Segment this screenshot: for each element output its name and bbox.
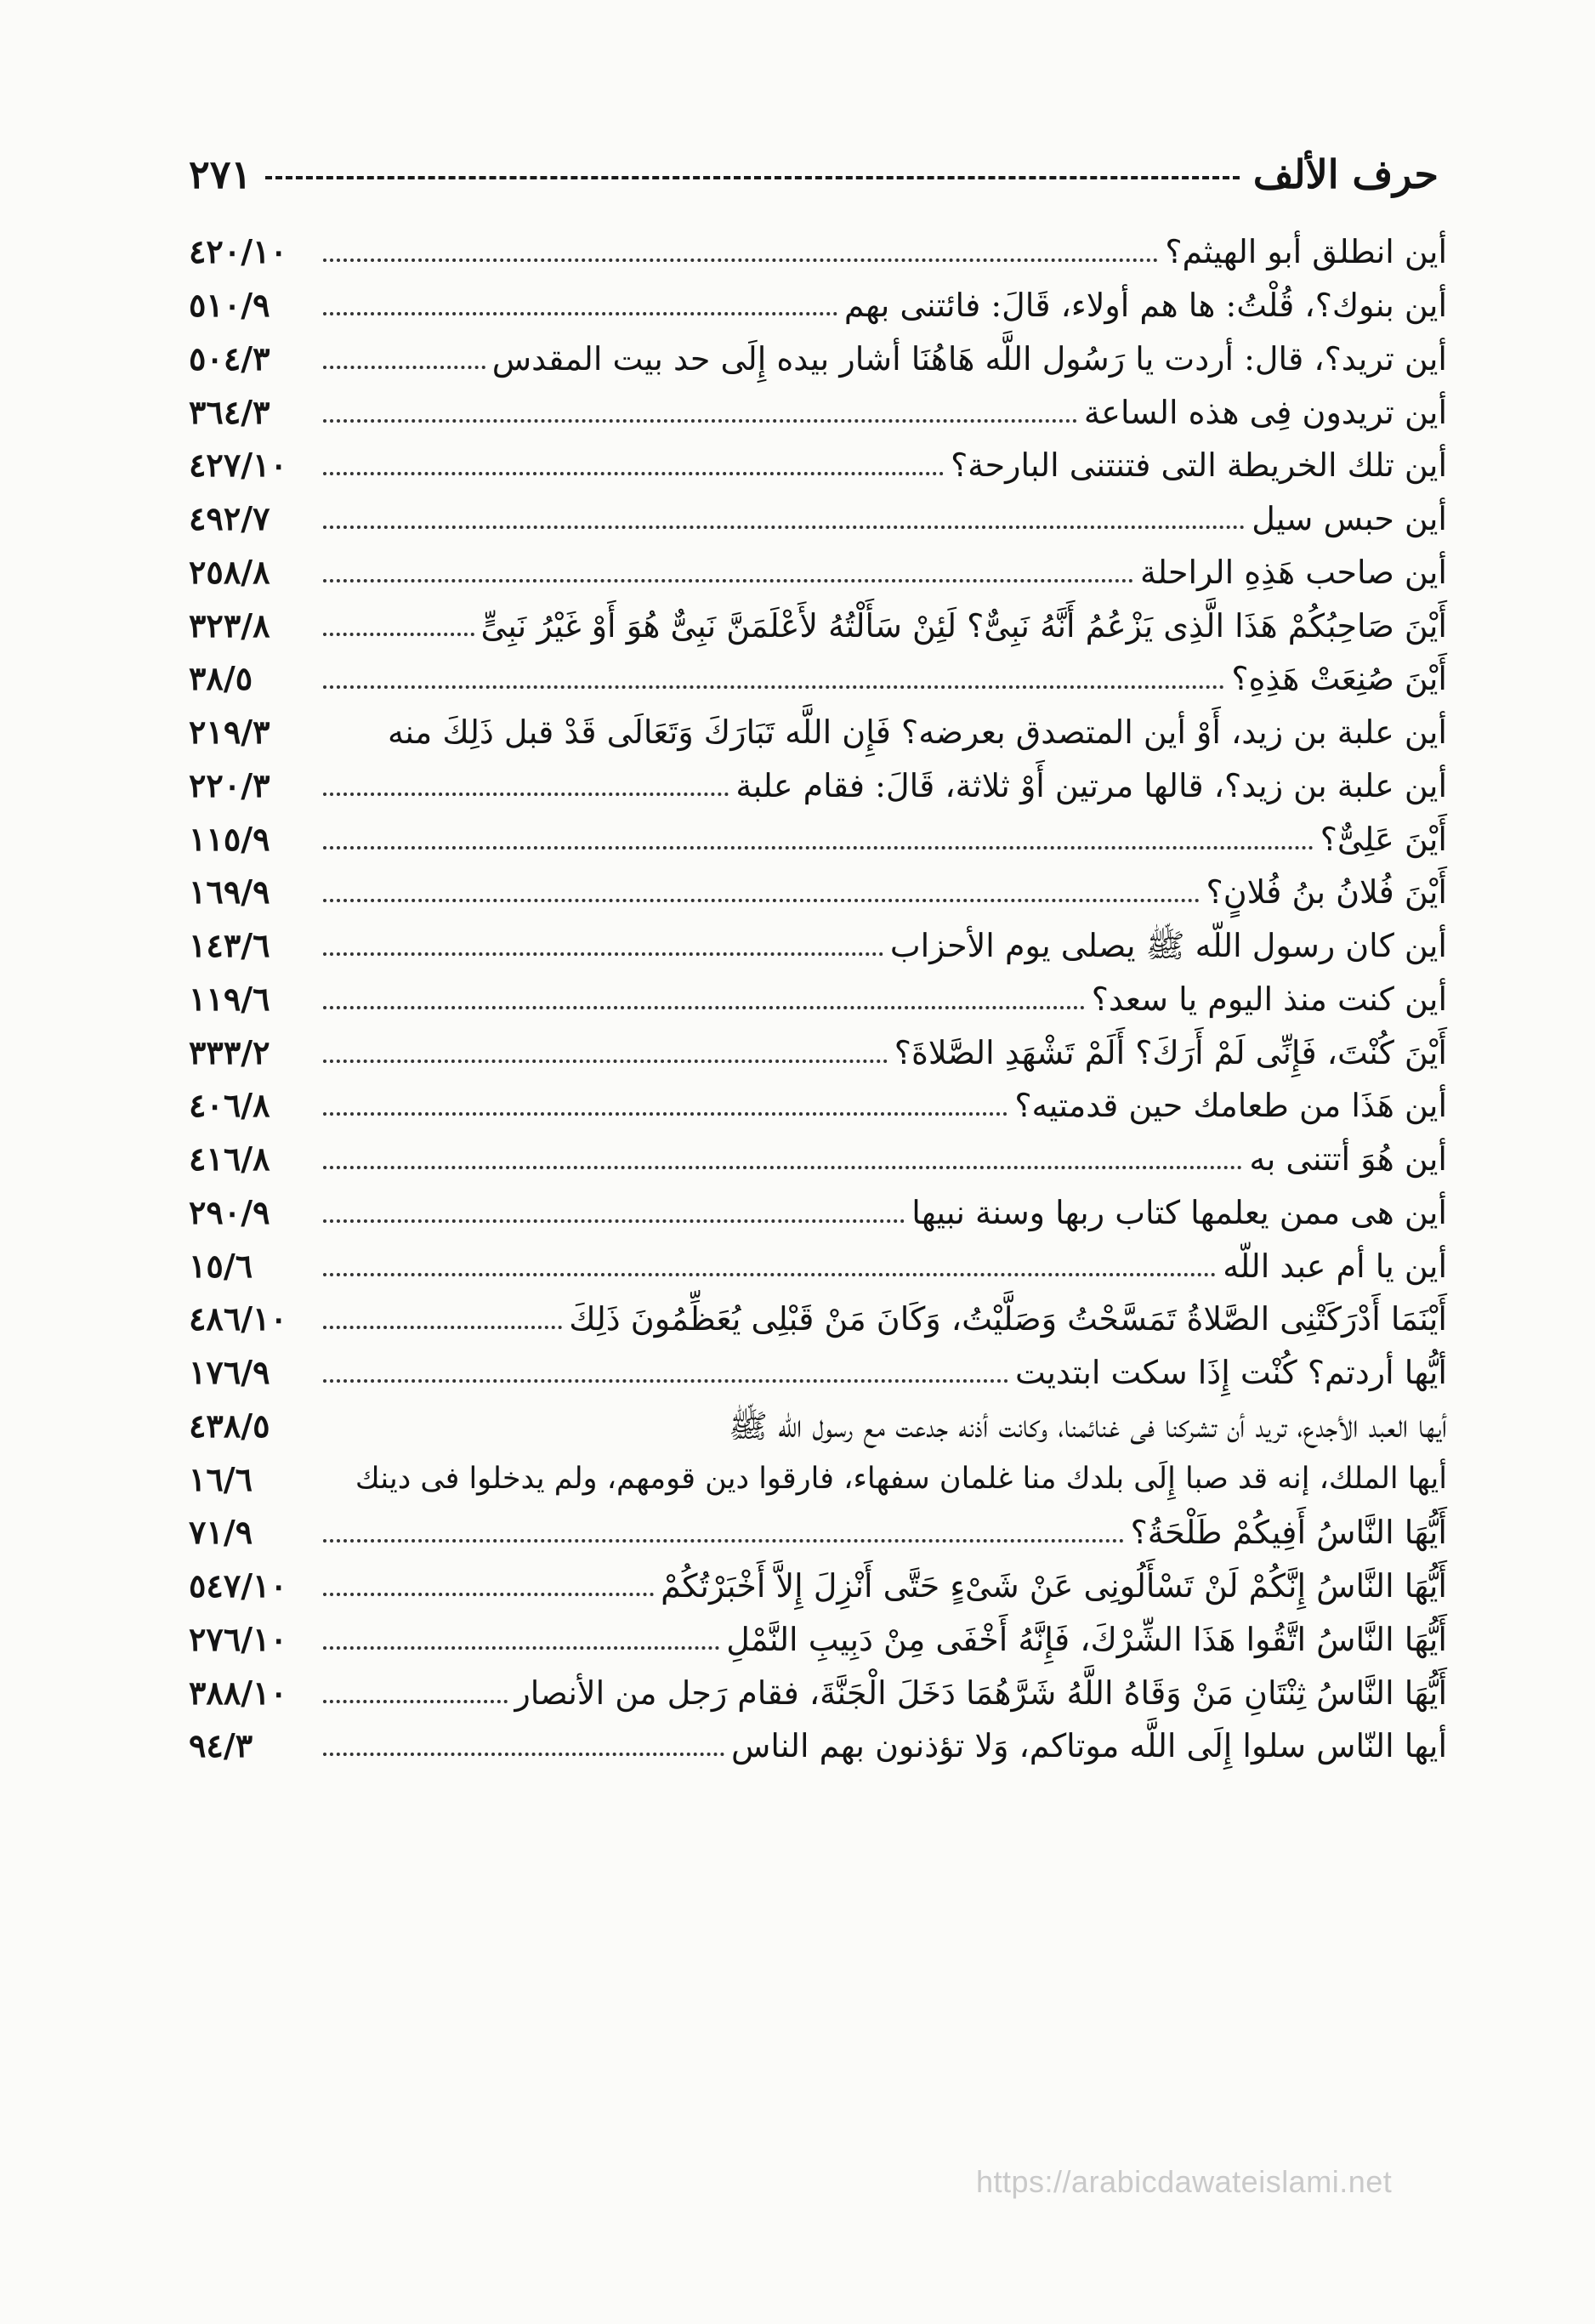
- entry-text: أَيُّهَا النَّاسُ أَفِيكُمْ طَلْحَةُ؟: [1130, 1514, 1447, 1552]
- entry-reference: ٢٥٨/٨: [189, 552, 270, 591]
- entry-reference: ١١٥/٩: [189, 819, 270, 858]
- entry-text: أيها العبد الأجدع، تريد أن تشركنا فى غنائمنا، وكانت أذنه جدعت مع رسول اللّه ﷺ: [728, 1406, 1447, 1445]
- watermark: https://arabicdawateislami.net: [976, 2164, 1393, 2199]
- entry-reference: ٤٢٧/١٠: [189, 446, 287, 485]
- index-entry: [189, 1562, 1447, 1616]
- entry-reference: ١٥/٦: [189, 1246, 253, 1285]
- dot-leader: [323, 1006, 1085, 1009]
- entry-text: أَيُّهَا النَّاسُ إِنَّكُمْ لَنْ تَسْأَلُونِى عَنْ شَىْءٍ حَتَّى أَنْزِلَ إِلاَّ أَخْبَرْتُكُمْ: [661, 1567, 1447, 1605]
- dot-leader: [323, 1700, 508, 1703]
- dot-leader: [323, 1273, 1216, 1276]
- dot-leader: [323, 1539, 1124, 1543]
- entry-text: أيها الملك، إنه قد صبا إِلَى بلدك منا غلمان سفهاء، فارقوا دين قومهم، ولم يدخلوا فى دينك: [355, 1462, 1447, 1497]
- entry-text: أَيْنَ صُنِعَتْ هَذِهِ؟: [1231, 660, 1447, 698]
- dot-leader: [323, 419, 1077, 423]
- index-entry: [189, 1668, 1447, 1722]
- dot-leader: [323, 1593, 654, 1596]
- page-number: ٢٧١: [189, 151, 253, 197]
- index-entry: [189, 815, 1447, 868]
- index-entry: [189, 1082, 1447, 1135]
- entry-text: أَيْنَمَا أَدْرَكَتْنِى الصَّلاةُ تَمَسَّحْتُ وَصَلَّيْتُ، وَكَانَ مَنْ قَبْلِى يُعَظِّمُونَ ذَلِكَ: [569, 1300, 1447, 1338]
- entry-reference: ٤٢٠/١٠: [189, 232, 287, 271]
- entry-reference: ١٦٩/٩: [189, 872, 270, 912]
- entry-reference: ٤٩٢/٧: [189, 499, 270, 538]
- dot-leader: [323, 793, 729, 796]
- dot-leader: [323, 1753, 724, 1756]
- dot-leader: [323, 1219, 905, 1223]
- entry-text: أين هُوَ أتتنى به: [1249, 1140, 1447, 1179]
- index-entry: [189, 1349, 1447, 1402]
- entry-text: أين انطلق أبو الهيثم؟: [1165, 233, 1447, 271]
- dot-leader: [323, 312, 837, 315]
- index-entry: [189, 922, 1447, 975]
- entry-text: أين هَذَا من طعامك حين قدمتيه؟: [1014, 1087, 1447, 1125]
- index-entry: [189, 495, 1447, 548]
- index-entry: [189, 975, 1447, 1029]
- entry-reference: ١٦/٦: [188, 1459, 253, 1498]
- index-entry: [189, 1295, 1447, 1349]
- chapter-title: حرف الألف: [1252, 151, 1439, 197]
- index-entry: [189, 281, 1447, 335]
- index-entry: [189, 441, 1447, 495]
- index-entry: [189, 708, 1447, 762]
- entry-reference: ٥١٠/٩: [189, 286, 270, 325]
- index-entry: [189, 228, 1447, 281]
- entry-reference: ٥٤٧/١٠: [189, 1566, 287, 1605]
- index-entry: [189, 388, 1447, 441]
- entry-text: أين صاحب هَذِهِ الراحلة: [1140, 553, 1447, 591]
- header-rule: [265, 176, 1240, 179]
- dot-leader: [323, 1326, 562, 1329]
- entry-text: أَيْنَ صَاحِبُكُمْ هَذَا الَّذِى يَزْعُمُ أَنَّهُ نَبِىٌّ؟ لَئِنْ سَأَلْتُهُ لأَعْلَمَنَّ نَبِىٌّ هُوَ أَوْ غَيْرُ نَبِىٍّ: [480, 606, 1447, 645]
- index-entry: [189, 1509, 1447, 1562]
- dot-leader: [323, 846, 1314, 849]
- entry-text: أَيْنَ فُلانُ بنُ فُلانٍ؟: [1206, 873, 1447, 912]
- dot-leader: [323, 1112, 1008, 1116]
- dot-leader: [323, 366, 485, 369]
- entry-reference: ٣٨٨/١٠: [189, 1673, 287, 1712]
- dot-leader: [323, 1646, 719, 1650]
- index-list: [189, 228, 1447, 1776]
- entry-reference: ٤٠٦/٨: [189, 1086, 270, 1125]
- page-header: [189, 140, 1439, 208]
- index-entry: [189, 548, 1447, 602]
- entry-text: أين تريد؟، قال: أردت يا رَسُول اللَّه هَاهُنَا أشار بيده إِلَى حد بيت المقدس: [491, 339, 1447, 378]
- index-entry: [189, 601, 1447, 655]
- entry-reference: ٤١٦/٨: [189, 1139, 270, 1179]
- entry-reference: ١٧٦/٩: [189, 1353, 270, 1392]
- entry-reference: ٢٧٦/١٠: [189, 1619, 287, 1658]
- entry-text: أيها النّاس سلوا إِلَى اللَّه موتاكم، وَلا تؤذنون بهم الناس: [730, 1727, 1447, 1765]
- entry-text: أين تريدون فِى هذه الساعة: [1083, 393, 1447, 431]
- entry-reference: ٩٤/٣: [189, 1726, 253, 1765]
- dot-leader: [323, 472, 944, 475]
- dot-leader: [323, 952, 883, 956]
- index-entry: [189, 868, 1447, 922]
- entry-text: أين علبة بن زيد؟، قالها مرتين أَوْ ثلاثة، قَالَ: فقام علبة: [735, 766, 1447, 804]
- index-entry: [189, 1722, 1447, 1776]
- dot-leader: [323, 259, 1158, 262]
- index-entry: [189, 1616, 1447, 1669]
- entry-reference: ٤٣٨/٥: [189, 1406, 270, 1445]
- dot-leader: [323, 1379, 1008, 1383]
- entry-reference: ٢٩٠/٩: [189, 1192, 270, 1231]
- entry-reference: ٣٨/٥: [189, 659, 253, 698]
- entry-text: أَيْنَ كُنْتَ، فَإِنِّى لَمْ أَرَكَ؟ أَلَمْ تَشْهَدِ الصَّلاةَ؟: [894, 1033, 1447, 1071]
- entry-text: أين علبة بن زيد، أَوْ أين المتصدق بعرضه؟ فَإِن اللَّه تَبَارَكَ وَتَعَالَى قَدْ قبل ذَلِكَ منه: [388, 713, 1447, 752]
- entry-text: أَيْنَ عَلِىٌّ؟: [1320, 820, 1447, 858]
- dot-leader: [323, 1060, 888, 1063]
- entry-text: أين بنوك؟، قُلْتُ: ها هم أولاء، قَالَ: فائتنى بهم: [843, 287, 1447, 325]
- dot-leader: [323, 633, 474, 636]
- entry-text: أين حبس سيل: [1252, 500, 1447, 538]
- index-entry: [189, 762, 1447, 815]
- entry-reference: ٤٨٦/١٠: [189, 1299, 287, 1338]
- entry-text: أَيُّهَا النَّاسُ ثِنْتَانِ مَنْ وَقَاهُ اللَّهُ شَرَّهُمَا دَخَلَ الْجَنَّةَ، فقام رَجل من الأنصار: [514, 1673, 1447, 1712]
- index-entry: [189, 1402, 1447, 1456]
- entry-text: أين كان رسول اللّه ﷺ يصلى يوم الأحزاب: [889, 927, 1447, 965]
- entry-text: أين كنت منذ اليوم يا سعد؟: [1091, 980, 1447, 1018]
- entry-text: أين تلك الخريطة التى فتنتنى البارحة؟: [951, 446, 1447, 485]
- index-entry: [189, 655, 1447, 708]
- index-entry: [189, 1135, 1447, 1189]
- entry-text: أيُّها أردتم؟ كُنْت إِذَا سكت ابتديت: [1015, 1354, 1447, 1392]
- dot-leader: [323, 685, 1224, 689]
- entry-reference: ٧١/٩: [189, 1513, 253, 1552]
- entry-reference: ٣٢٣/٨: [189, 605, 270, 645]
- index-entry: [189, 1189, 1447, 1242]
- entry-text: أَيُّهَا النَّاسُ اتَّقُوا هَذَا الشِّرْكَ، فَإِنَّهُ أَخْفَى مِنْ دَبِيبِ النَّمْلِ: [726, 1620, 1447, 1658]
- entry-reference: ١٤٣/٦: [189, 926, 270, 965]
- entry-text: أين هى ممن يعلمها كتاب ربها وسنة نبيها: [911, 1193, 1447, 1231]
- entry-reference: ٣٦٤/٣: [189, 392, 270, 431]
- entry-reference: ٣٣٣/٢: [189, 1032, 270, 1071]
- index-entry: [189, 1028, 1447, 1082]
- entry-reference: ٢١٩/٣: [189, 713, 270, 752]
- dot-leader: [323, 579, 1133, 582]
- index-entry: [189, 1242, 1447, 1295]
- entry-text: أين يا أم عبد اللّه: [1223, 1247, 1447, 1285]
- index-entry: [189, 335, 1447, 389]
- entry-reference: ١١٩/٦: [189, 979, 270, 1018]
- dot-leader: [323, 1166, 1242, 1169]
- index-entry: [189, 1455, 1447, 1509]
- entry-reference: ٢٢٠/٣: [189, 765, 270, 804]
- dot-leader: [323, 899, 1200, 902]
- dot-leader: [323, 526, 1245, 529]
- entry-reference: ٥٠٤/٣: [189, 338, 270, 378]
